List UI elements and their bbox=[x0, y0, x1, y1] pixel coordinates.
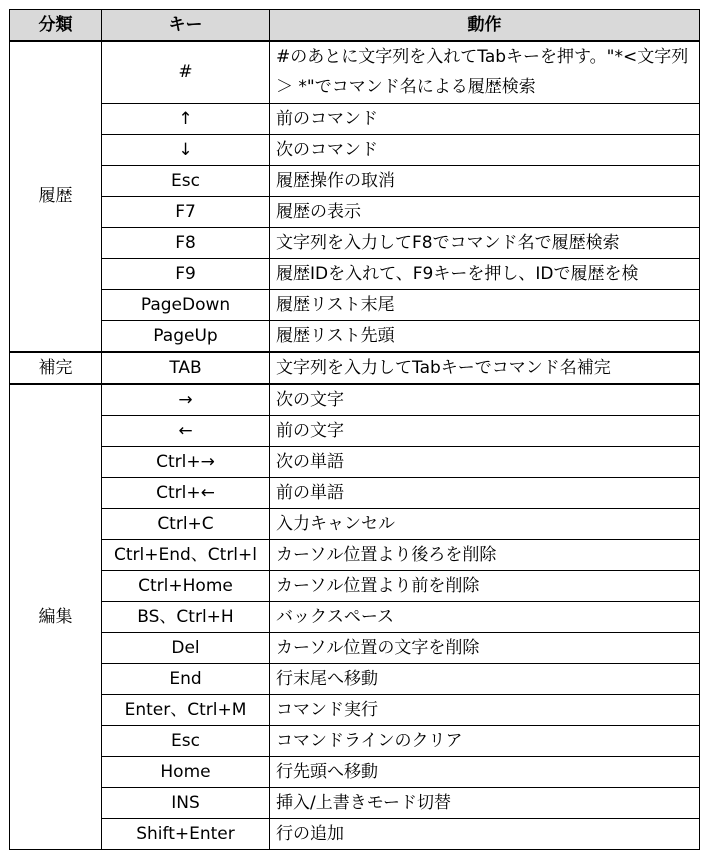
action-cell: 前の文字 bbox=[270, 415, 700, 446]
action-cell: 履歴リスト末尾 bbox=[270, 289, 700, 320]
table-row bbox=[10, 41, 700, 103]
action-cell: 前の単語 bbox=[270, 477, 700, 508]
key-cell: Ctrl+← bbox=[102, 477, 270, 508]
key-cell: End bbox=[102, 663, 270, 694]
key-cell: Ctrl+Home bbox=[102, 570, 270, 601]
action-cell: 次の文字 bbox=[270, 384, 700, 416]
table-body bbox=[10, 41, 700, 849]
table-row bbox=[10, 103, 700, 134]
table-row bbox=[10, 539, 700, 570]
table-row bbox=[10, 384, 700, 416]
table-row bbox=[10, 134, 700, 165]
key-cell: Home bbox=[102, 756, 270, 787]
action-cell: バックスペース bbox=[270, 601, 700, 632]
action-cell: カーソル位置より前を削除 bbox=[270, 570, 700, 601]
key-cell: F7 bbox=[102, 196, 270, 227]
table-row bbox=[10, 165, 700, 196]
action-cell: 前のコマンド bbox=[270, 103, 700, 134]
action-cell: 入力キャンセル bbox=[270, 508, 700, 539]
key-cell: Del bbox=[102, 632, 270, 663]
table-row bbox=[10, 632, 700, 663]
key-cell: F8 bbox=[102, 227, 270, 258]
key-cell: ← bbox=[102, 415, 270, 446]
action-cell: コマンドラインのクリア bbox=[270, 725, 700, 756]
table-row bbox=[10, 446, 700, 477]
key-cell: Shift+Enter bbox=[102, 818, 270, 849]
table-row bbox=[10, 227, 700, 258]
action-cell: 行末尾へ移動 bbox=[270, 663, 700, 694]
action-cell: コマンド実行 bbox=[270, 694, 700, 725]
table-row bbox=[10, 320, 700, 352]
key-cell: Ctrl+C bbox=[102, 508, 270, 539]
category-cell: 履歴 bbox=[10, 41, 102, 352]
category-cell: 補完 bbox=[10, 352, 102, 384]
key-cell: # bbox=[102, 41, 270, 103]
key-cell: Enter、Ctrl+M bbox=[102, 694, 270, 725]
table-row bbox=[10, 352, 700, 384]
key-cell: Ctrl+End、Ctrl+l bbox=[102, 539, 270, 570]
table-row bbox=[10, 663, 700, 694]
action-cell: 履歴リスト先頭 bbox=[270, 320, 700, 352]
key-cell: Esc bbox=[102, 165, 270, 196]
table-row bbox=[10, 258, 700, 289]
action-cell: 次のコマンド bbox=[270, 134, 700, 165]
key-cell: Esc bbox=[102, 725, 270, 756]
action-cell: カーソル位置より後ろを削除 bbox=[270, 539, 700, 570]
table-row bbox=[10, 196, 700, 227]
action-cell: 次の単語 bbox=[270, 446, 700, 477]
header-key: キー bbox=[102, 10, 270, 42]
table-row bbox=[10, 601, 700, 632]
table-row bbox=[10, 289, 700, 320]
key-cell: PageDown bbox=[102, 289, 270, 320]
table-row bbox=[10, 694, 700, 725]
header-category: 分類 bbox=[10, 10, 102, 42]
key-cell: BS、Ctrl+H bbox=[102, 601, 270, 632]
table-row bbox=[10, 725, 700, 756]
action-cell: 履歴操作の取消 bbox=[270, 165, 700, 196]
header-row bbox=[10, 10, 700, 42]
action-cell: 文字列を入力してTabキーでコマンド名補完 bbox=[270, 352, 700, 384]
header-action: 動作 bbox=[270, 10, 700, 42]
key-cell: PageUp bbox=[102, 320, 270, 352]
key-cell: INS bbox=[102, 787, 270, 818]
action-cell: 行の追加 bbox=[270, 818, 700, 849]
action-cell: 文字列を入力してF8でコマンド名で履歴検索 bbox=[270, 227, 700, 258]
table-row bbox=[10, 570, 700, 601]
table-row bbox=[10, 787, 700, 818]
action-cell: 履歴の表示 bbox=[270, 196, 700, 227]
action-cell: カーソル位置の文字を削除 bbox=[270, 632, 700, 663]
table-row bbox=[10, 756, 700, 787]
key-cell: TAB bbox=[102, 352, 270, 384]
action-cell: 履歴IDを入れて、F9キーを押し、IDで履歴を検 bbox=[270, 258, 700, 289]
key-cell: ↓ bbox=[102, 134, 270, 165]
table-row bbox=[10, 818, 700, 849]
action-cell: #のあとに文字列を入れてTabキーを押す。"*<文字列＞ *"でコマンド名による履歴検索 bbox=[270, 41, 700, 103]
table-row bbox=[10, 508, 700, 539]
key-cell: ↑ bbox=[102, 103, 270, 134]
action-cell: 行先頭へ移動 bbox=[270, 756, 700, 787]
key-cell: → bbox=[102, 384, 270, 416]
table-row bbox=[10, 415, 700, 446]
table-row bbox=[10, 477, 700, 508]
key-cell: Ctrl+→ bbox=[102, 446, 270, 477]
key-cell: F9 bbox=[102, 258, 270, 289]
action-cell: 挿入/上書きモード切替 bbox=[270, 787, 700, 818]
shortcut-table bbox=[9, 9, 700, 850]
category-cell: 編集 bbox=[10, 384, 102, 850]
